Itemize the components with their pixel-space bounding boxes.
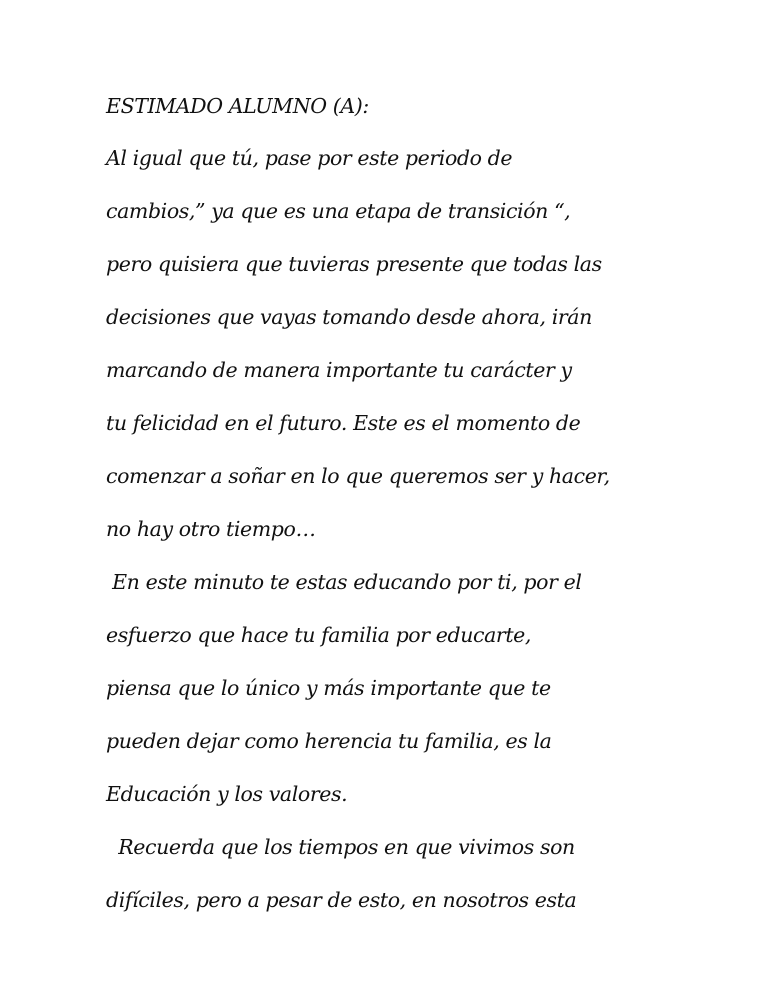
letter-greeting: ESTIMADO ALUMNO (A): [106,94,369,118]
paragraph-line: difíciles, pero a pesar de esto, en nosotros esta [106,888,577,912]
paragraph-line: comenzar a soñar en lo que queremos ser y hacer, [106,464,610,488]
paragraph-line: cambios,” ya que es una etapa de transición “, [106,199,571,223]
paragraph-line: pueden dejar como herencia tu familia, es la [106,729,552,753]
paragraph-2 [106,556,686,821]
paragraph-line: piensa que lo único y más importante que te [106,676,551,700]
paragraph-3 [106,821,686,927]
letter-body [106,80,686,927]
paragraph-line: tu felicidad en el futuro. Este es el momento de [106,411,581,435]
paragraph-line: marcando de manera importante tu carácter y [106,358,572,382]
paragraph-line: pero quisiera que tuvieras presente que todas las [106,252,602,276]
paragraph-1 [106,132,686,556]
paragraph-line: esfuerzo que hace tu familia por educarte, [106,623,532,647]
paragraph-line: En este minuto te estas educando por ti, por el [106,570,582,594]
paragraph-line: decisiones que vayas tomando desde ahora, irán [106,305,592,329]
paragraph-line: Al igual que tú, pase por este periodo de [106,146,513,170]
paragraph-line: no hay otro tiempo… [106,517,316,541]
paragraph-line: Recuerda que los tiempos en que vivimos son [106,835,575,859]
paragraph-line: Educación y los valores. [106,782,348,806]
